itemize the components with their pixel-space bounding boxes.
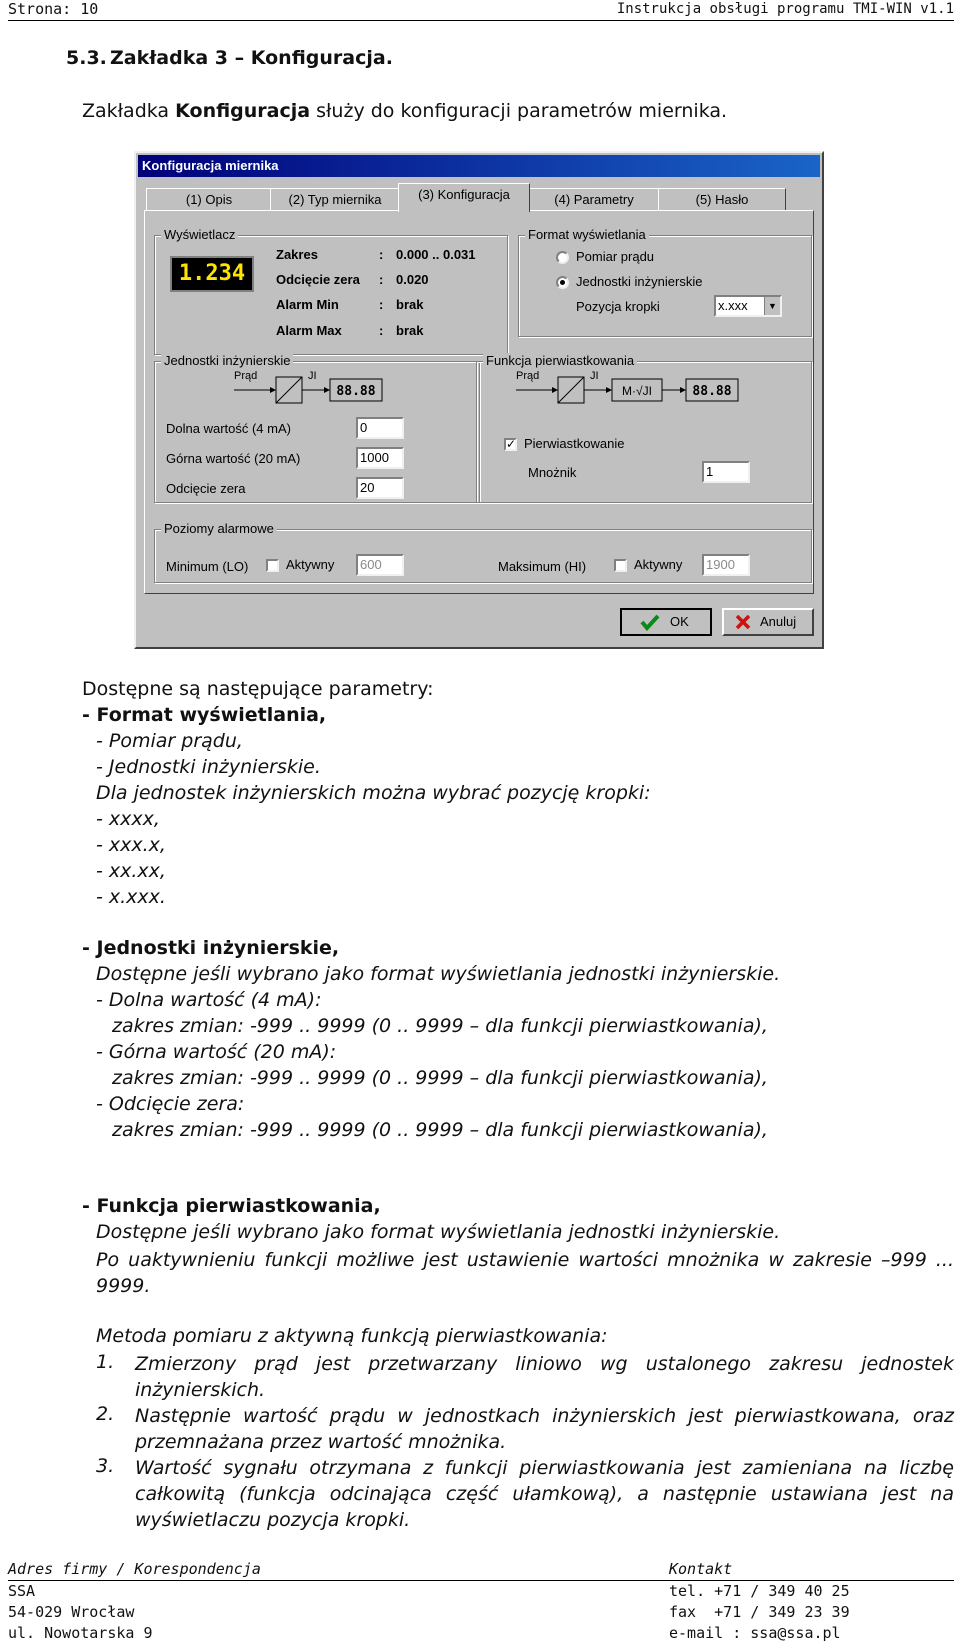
jednostki-item: zakres zmian: -999 .. 9999 (0 .. 9999 – dla funkcji pierwiastkowania), — [112, 1067, 768, 1089]
step-number: 3. — [96, 1455, 115, 1477]
radio-jednostki[interactable] — [556, 276, 569, 289]
page-header — [8, 0, 954, 21]
radio-label: Pomiar prądu — [576, 249, 655, 264]
section-heading — [66, 47, 393, 69]
pierwiastkowanie-label: Pierwiastkowanie — [524, 436, 625, 451]
step-number: 1. — [96, 1351, 115, 1373]
cancel-button[interactable] — [722, 608, 814, 636]
intro-suffix: służy do konfiguracji parametrów miernika. — [310, 100, 728, 122]
avail-line: Dostępne są następujące parametry: — [82, 678, 434, 700]
footer-left-title: Adres firmy / Korespondencja — [8, 1560, 261, 1578]
group-label: Jednostki inżynierskie — [161, 353, 293, 368]
format-item: Dla jednostek inżynierskich można wybrać pozycję kropki: — [96, 782, 651, 804]
info-label: Alarm Min — [276, 297, 339, 312]
dolna-label: Dolna wartość (4 mA) — [166, 421, 291, 436]
info-value: brak — [396, 323, 424, 338]
metoda-heading: Metoda pomiaru z aktywną funkcją pierwiastkowania: — [96, 1325, 608, 1347]
format-item: - xxxx, — [96, 808, 160, 830]
config-dialog — [134, 151, 824, 649]
group-label: Funkcja pierwiastkowania — [483, 353, 637, 368]
tab-typ-miernika[interactable]: (2) Typ miernika — [270, 188, 400, 211]
info-label: Alarm Max — [276, 323, 342, 338]
odciecie-input[interactable]: 20 — [356, 477, 404, 499]
lcd-display: 1.234 — [170, 256, 254, 292]
diagram-out-label: JI — [590, 370, 599, 382]
tab-konfiguracja[interactable]: (3) Konfiguracja — [398, 183, 530, 212]
alarm-max-active-label: Aktywny — [634, 557, 683, 572]
info-sep: : — [379, 323, 384, 338]
tab-opis[interactable]: (1) Opis — [146, 188, 272, 211]
jednostki-item: - Dolna wartość (4 mA): — [96, 989, 322, 1011]
alarm-min-label: Minimum (LO) — [166, 559, 249, 574]
footer-divider — [8, 1580, 954, 1581]
pozycja-kropki-select[interactable] — [714, 295, 782, 317]
alarm-min-input[interactable]: 600 — [356, 554, 404, 576]
document-title: Instrukcja obsługi programu TMI-WIN v1.1 — [616, 1, 954, 17]
diagram-out-label: JI — [308, 370, 317, 382]
footer-phone: tel. +71 / 349 40 25 — [669, 1582, 850, 1600]
footer-company: SSA — [8, 1582, 36, 1600]
footer-email: e-mail : ssa@ssa.pl — [669, 1624, 841, 1642]
intro-prefix: Zakładka — [82, 100, 176, 122]
section-number: 5.3. — [66, 47, 107, 69]
mnoznik-input[interactable]: 1 — [702, 461, 750, 483]
pierwiastkowanie-checkbox[interactable]: ✓ — [506, 437, 517, 451]
group-label: Poziomy alarmowe — [161, 521, 277, 536]
format-item: - Jednostki inżynierskie. — [96, 756, 321, 778]
pierw-heading: - Funkcja pierwiastkowania, — [82, 1195, 381, 1217]
pierw-paragraph: Po uaktywnieniu funkcji możliwe jest ustawienie wartości mnożnika w zakresie –999 ... 9999. — [96, 1249, 954, 1297]
info-value: 0.000 .. 0.031 — [396, 247, 476, 262]
pierwiastkowanie-diagram — [514, 368, 774, 404]
info-value: brak — [396, 297, 424, 312]
info-sep: : — [379, 297, 384, 312]
footer-street: ul. Nowotarska 9 — [8, 1624, 153, 1642]
jednostki-diagram — [232, 368, 402, 404]
diagram-in-label: Prąd — [234, 370, 258, 382]
diagram-display: 88.88 — [692, 384, 732, 399]
info-sep: : — [379, 272, 384, 287]
ok-label: OK — [670, 614, 689, 629]
footer-fax: fax +71 / 349 23 39 — [669, 1603, 850, 1621]
format-heading: - Format wyświetlania, — [82, 704, 327, 726]
jednostki-item: zakres zmian: -999 .. 9999 (0 .. 9999 – dla funkcji pierwiastkowania), — [112, 1119, 768, 1141]
section-title: Zakładka 3 – Konfiguracja. — [110, 47, 393, 69]
format-item: - Pomiar prądu, — [96, 730, 243, 752]
format-item: - x.xxx. — [96, 886, 166, 908]
jednostki-heading: - Jednostki inżynierskie, — [82, 937, 340, 959]
pozycja-kropki-label: Pozycja kropki — [576, 299, 660, 314]
step-text: Zmierzony prąd jest przetwarzany liniowo wg ustalonego zakresu jednostek inżynierskich. — [135, 1353, 954, 1401]
diagram-func: M·√JI — [622, 384, 652, 398]
alarm-max-input[interactable]: 1900 — [702, 554, 750, 576]
select-value: x.xxx — [718, 298, 748, 313]
format-item: - xxx.x, — [96, 834, 166, 856]
jednostki-item: - Odcięcie zera: — [96, 1093, 245, 1115]
info-label: Odcięcie zera — [276, 272, 360, 287]
radio-label: Jednostki inżynierskie — [576, 274, 703, 289]
alarm-min-checkbox[interactable] — [266, 559, 279, 572]
gorna-input[interactable]: 1000 — [356, 447, 404, 469]
intro-paragraph — [82, 100, 727, 122]
group-label: Wyświetlacz — [161, 227, 238, 242]
step-number: 2. — [96, 1403, 115, 1425]
alarm-min-active-label: Aktywny — [286, 557, 335, 572]
gorna-label: Górna wartość (20 mA) — [166, 451, 301, 466]
info-value: 0.020 — [396, 272, 429, 287]
info-label: Zakres — [276, 247, 318, 262]
info-sep: : — [379, 247, 384, 262]
pierw-item: Dostępne jeśli wybrano jako format wyświetlania jednostki inżynierskie. — [96, 1221, 781, 1243]
alarm-max-checkbox[interactable] — [614, 559, 627, 572]
dolna-input[interactable]: 0 — [356, 417, 404, 439]
alarm-max-label: Maksimum (HI) — [498, 559, 587, 574]
page-number: Strona: 10 — [8, 0, 99, 18]
close-icon — [734, 614, 752, 630]
footer-city: 54-029 Wrocław — [8, 1603, 135, 1621]
footer-right-title: Kontakt — [669, 1560, 733, 1578]
tab-parametry[interactable]: (4) Parametry — [528, 188, 660, 211]
check-icon — [640, 613, 660, 631]
step-text: Wartość sygnału otrzymana z funkcji pierwiastkowania jest zamieniana na liczbę całkowitą (funkcja odcinająca część ułamkową), a następnie ustawiana jest na wyświetlaczu pozycja kropki. — [135, 1457, 954, 1531]
diagram-in-label: Prąd — [516, 370, 540, 382]
jednostki-item: Dostępne jeśli wybrano jako format wyświetlania jednostki inżynierskie. — [96, 963, 781, 985]
cancel-label: Anuluj — [760, 614, 797, 629]
group-label: Format wyświetlania — [525, 227, 649, 242]
step-text: Następnie wartość prądu w jednostkach inżynierskich jest pierwiastkowana, oraz przemnażana przez wartość mnożnika. — [135, 1405, 954, 1453]
ok-button[interactable] — [620, 608, 712, 636]
dialog-title: Konfiguracja miernika — [138, 155, 820, 177]
diagram-display: 88.88 — [336, 384, 376, 399]
odciecie-label: Odcięcie zera — [166, 481, 246, 496]
intro-bold: Konfiguracja — [175, 100, 311, 122]
jednostki-item: zakres zmian: -999 .. 9999 (0 .. 9999 – dla funkcji pierwiastkowania), — [112, 1015, 768, 1037]
format-item: - xx.xx, — [96, 860, 166, 882]
mnoznik-label: Mnożnik — [528, 465, 577, 480]
tab-haslo[interactable]: (5) Hasło — [658, 188, 786, 211]
radio-pomiar-pradu[interactable] — [556, 251, 569, 264]
chevron-down-icon[interactable]: ▼ — [764, 297, 780, 315]
jednostki-item: - Górna wartość (20 mA): — [96, 1041, 337, 1063]
